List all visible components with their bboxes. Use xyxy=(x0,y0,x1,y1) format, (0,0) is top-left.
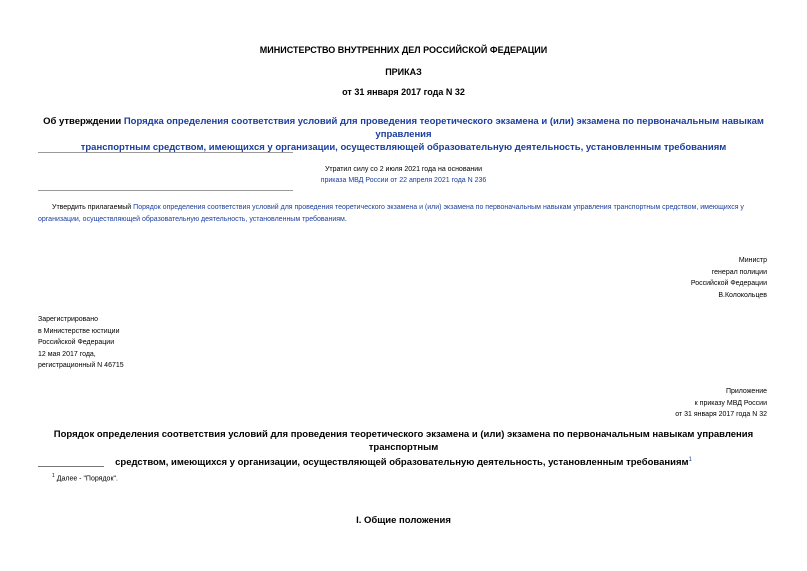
registration-line: Российской Федерации xyxy=(38,339,115,346)
status-link[interactable]: приказа МВД России от 22 апреля 2021 года N 236 xyxy=(320,177,487,184)
signature-line: Министр xyxy=(738,257,767,264)
signature-line: генерал полиции xyxy=(711,268,767,276)
footnote-text: Далее - "Порядок". xyxy=(54,475,118,483)
registration-line: в Министерстве юстиции xyxy=(38,327,120,335)
registration-line: 12 мая 2017 года, xyxy=(38,350,96,358)
registration-line: Зарегистрировано xyxy=(38,316,98,323)
appendix-line: от 31 января 2017 года N 32 xyxy=(675,411,767,418)
footnote-divider xyxy=(38,466,104,467)
procedure-title xyxy=(35,428,772,469)
order-title xyxy=(20,115,787,154)
ministry-name: МИНИСТЕРСТВО ВНУТРЕННИХ ДЕЛ РОССИЙСКОЙ ФЕДЕРАЦИИ xyxy=(259,45,548,55)
status-line: Утратил силу со 2 июля 2021 года на основании xyxy=(324,166,483,173)
appendix-line: Приложение xyxy=(725,388,767,395)
footnote-mark: 1 xyxy=(52,473,55,479)
appendix-line: к приказу МВД России xyxy=(694,399,767,407)
title-link-line2[interactable]: транспортным средством, имеющихся у организации, осуществляющей образовательную деятельность, установленным требованиям xyxy=(80,142,727,153)
signature-line: В.Колокольцев xyxy=(718,291,767,299)
document-type: ПРИКАЗ xyxy=(385,67,422,77)
approval-link-line1[interactable]: Порядок определения соответствия условий для проведения теоретического экзамена и (или) экзамена по первоначальным навыкам управления транспортным средством, имеющихся у xyxy=(133,204,744,211)
title-link-line1[interactable]: Порядка определения соответствия условий для проведения теоретического экзамена и (или) экзамена по первоначальным навыкам управления xyxy=(123,116,764,140)
footnote-ref[interactable]: 1 xyxy=(688,457,692,463)
section-heading: I. Общие положения xyxy=(356,515,451,526)
registration-line: регистрационный N 46715 xyxy=(38,362,124,369)
divider-bottom xyxy=(38,190,293,191)
signature-line: Российской Федерации xyxy=(690,280,767,287)
approval-intro: Утвердить прилагаемый xyxy=(52,204,134,211)
procedure-title-line2: средством, имеющихся у организации, осуществляющей образовательную деятельность, установленным требованиям xyxy=(115,457,689,469)
divider-top xyxy=(38,152,293,153)
document-date-number: от 31 января 2017 года N 32 xyxy=(342,87,465,97)
appendix-block xyxy=(675,386,767,421)
approval-paragraph xyxy=(38,202,768,225)
footnote xyxy=(52,471,118,484)
registration-block xyxy=(38,314,124,372)
approval-link-line2[interactable]: организации, осуществляющей образовательную деятельность, установленным требованиям xyxy=(38,215,345,223)
approval-end: . xyxy=(344,215,347,223)
title-prefix: Об утверждении xyxy=(43,116,124,127)
signature-block xyxy=(691,255,767,301)
procedure-title-line1: Порядок определения соответствия условий для проведения теоретического экзамена и (или) экзамена по первоначальным навыкам управления транспортным xyxy=(53,429,754,453)
status-notice xyxy=(0,164,807,186)
